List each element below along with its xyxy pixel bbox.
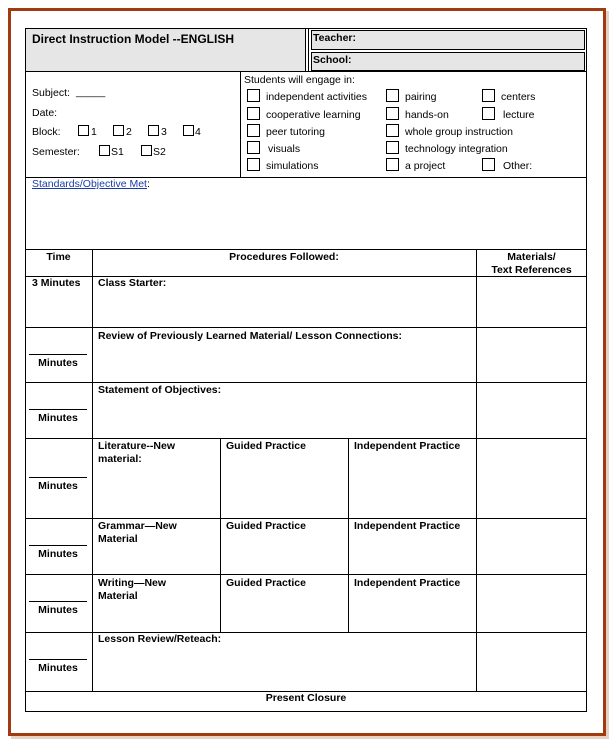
guided-practice-label: Guided Practice	[226, 577, 306, 589]
subject-value[interactable]: _____	[76, 86, 106, 98]
engage-option: lecture	[503, 109, 535, 121]
semester-option: S1	[111, 146, 124, 158]
simulations-checkbox[interactable]	[247, 158, 260, 171]
minutes-blank[interactable]	[29, 659, 87, 660]
lecture-checkbox[interactable]	[482, 107, 495, 120]
engage-option: technology integration	[405, 143, 508, 155]
block-option: 1	[91, 126, 97, 138]
whole-group-instruction-checkbox[interactable]	[386, 124, 399, 137]
minutes-label: Minutes	[38, 548, 78, 560]
engage-option: a project	[405, 160, 446, 172]
reteach-label: Lesson Review/Reteach:	[98, 633, 222, 645]
grammar-label-line2: Material	[98, 533, 138, 545]
review-label: Review of Previously Learned Material/ Lesson Connections:	[98, 330, 402, 342]
minutes-label: Minutes	[38, 662, 78, 674]
minutes-label: Minutes	[38, 604, 78, 616]
minutes-label: Minutes	[38, 357, 78, 369]
hands-on-checkbox[interactable]	[386, 107, 399, 120]
form-title: Direct Instruction Model --ENGLISH	[32, 32, 235, 46]
engage-option: hands-on	[405, 109, 449, 121]
lesson-plan-form	[15, 15, 587, 717]
guided-practice-label: Guided Practice	[226, 520, 306, 532]
engage-option: pairing	[405, 91, 437, 103]
date-label: Date:	[32, 107, 58, 119]
block-option: 3	[161, 126, 167, 138]
teacher-label: Teacher:	[313, 32, 356, 44]
engage-option: visuals	[268, 143, 301, 155]
independent-practice-label: Independent Practice	[354, 577, 461, 589]
centers-checkbox[interactable]	[482, 89, 495, 102]
block-1-checkbox[interactable]	[78, 125, 89, 136]
other-checkbox[interactable]	[482, 158, 495, 171]
literature-label-line2: material:	[98, 453, 142, 465]
block-option: 2	[126, 126, 132, 138]
engage-label: Students will engage in:	[244, 74, 355, 86]
engage-option: cooperative learning	[266, 109, 361, 121]
engage-option: whole group instruction	[405, 126, 513, 138]
time-header: Time	[46, 251, 71, 263]
block-4-checkbox[interactable]	[183, 125, 194, 136]
engage-option: independent activities	[266, 91, 367, 103]
semester-label: Semester:	[32, 146, 80, 158]
writing-label-line2: Material	[98, 590, 138, 602]
semester-option: S2	[153, 146, 166, 158]
subject-label: Subject:	[32, 87, 70, 99]
materials-header-line2: Text References	[491, 264, 572, 276]
materials-header: Materials/	[507, 251, 556, 263]
guided-practice-label: Guided Practice	[226, 440, 306, 452]
a-project-checkbox[interactable]	[386, 158, 399, 171]
independent-practice-label: Independent Practice	[354, 440, 461, 452]
technology-integration-checkbox[interactable]	[386, 141, 399, 154]
peer-tutoring-checkbox[interactable]	[247, 124, 260, 137]
minutes-label: Minutes	[38, 412, 78, 424]
minutes-blank[interactable]	[29, 601, 87, 602]
block-3-checkbox[interactable]	[148, 125, 159, 136]
cooperative-learning-checkbox[interactable]	[247, 107, 260, 120]
independent-practice-label: Independent Practice	[354, 520, 461, 532]
grammar-label: Grammar—New	[98, 520, 177, 532]
school-label: School:	[313, 54, 352, 66]
school-field[interactable]	[311, 52, 585, 71]
present-closure-label: Present Closure	[265, 692, 347, 704]
engage-option: peer tutoring	[266, 126, 325, 138]
minutes-blank[interactable]	[29, 545, 87, 546]
independent-activities-checkbox[interactable]	[247, 89, 260, 102]
engage-option: simulations	[266, 160, 319, 172]
literature-label: Literature--New	[98, 440, 176, 452]
pairing-checkbox[interactable]	[386, 89, 399, 102]
standards-link[interactable]: Standards/Objective Met	[32, 178, 147, 190]
class-starter-label: Class Starter:	[98, 277, 167, 289]
engage-option: Other:	[503, 160, 533, 172]
semester-s2-checkbox[interactable]	[141, 145, 152, 156]
visuals-checkbox[interactable]	[247, 141, 260, 154]
block-2-checkbox[interactable]	[113, 125, 124, 136]
semester-s1-checkbox[interactable]	[99, 145, 110, 156]
minutes-label: Minutes	[38, 480, 78, 492]
standards-label	[32, 178, 150, 190]
writing-label: Writing—New	[98, 577, 167, 589]
procedures-header: Procedures Followed:	[229, 251, 339, 263]
minutes-blank[interactable]	[29, 354, 87, 355]
minutes-blank[interactable]	[29, 409, 87, 410]
minutes-blank[interactable]	[29, 477, 87, 478]
block-label: Block:	[32, 126, 61, 138]
time-three-minutes: 3 Minutes	[32, 277, 81, 289]
block-option: 4	[195, 126, 201, 138]
objectives-label: Statement of Objectives:	[98, 384, 222, 396]
standards-suffix: :	[146, 178, 150, 190]
engage-option: centers	[501, 91, 536, 103]
